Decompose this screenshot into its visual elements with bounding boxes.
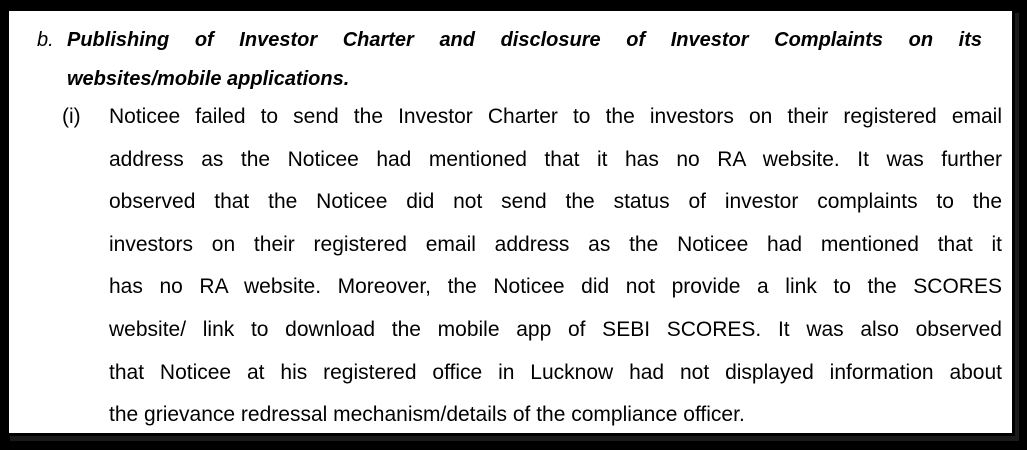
heading-line-2: websites/mobile applications. [67,68,350,90]
body-line: address as the Noticee had mentioned that it has no RA website. It was further [109,147,1002,171]
heading-word: Investor [670,29,749,51]
heading-word: on [908,29,934,51]
heading-word: and [439,29,475,51]
item-body [109,96,1002,437]
body-line: that Noticee at his registered office in Lucknow had not displayed information about [109,360,1002,384]
heading-word: Investor [239,29,318,51]
heading-word: of [194,29,214,51]
body-line: website/ link to download the mobile app of SEBI SCORES. It was also observed [109,317,1002,341]
section-marker: b. [37,29,54,51]
body-line: Noticee failed to send the Investor Charter to the investors on their registered email [109,105,1002,128]
heading-word: Complaints [774,29,884,51]
body-line: observed that the Noticee did not send the status of investor complaints to the [109,190,1002,214]
item-number: (i) [62,105,81,128]
body-line: has no RA website. Moreover, the Noticee did not provide a link to the SCORES [109,275,1002,299]
document-page [6,8,1015,436]
heading-word: Charter [342,29,414,51]
body-line: the grievance redressal mechanism/details of the compliance officer. [109,403,745,427]
body-line: investors on their registered email address as the Noticee had mentioned that it [109,232,1002,256]
heading-words [67,21,982,60]
section-heading [37,21,982,99]
heading-word: Publishing [67,29,170,51]
list-item [62,96,1002,437]
heading-word: disclosure [500,29,601,51]
heading-word: of [626,29,646,51]
heading-line-1 [37,21,982,60]
heading-word: its [958,29,982,51]
